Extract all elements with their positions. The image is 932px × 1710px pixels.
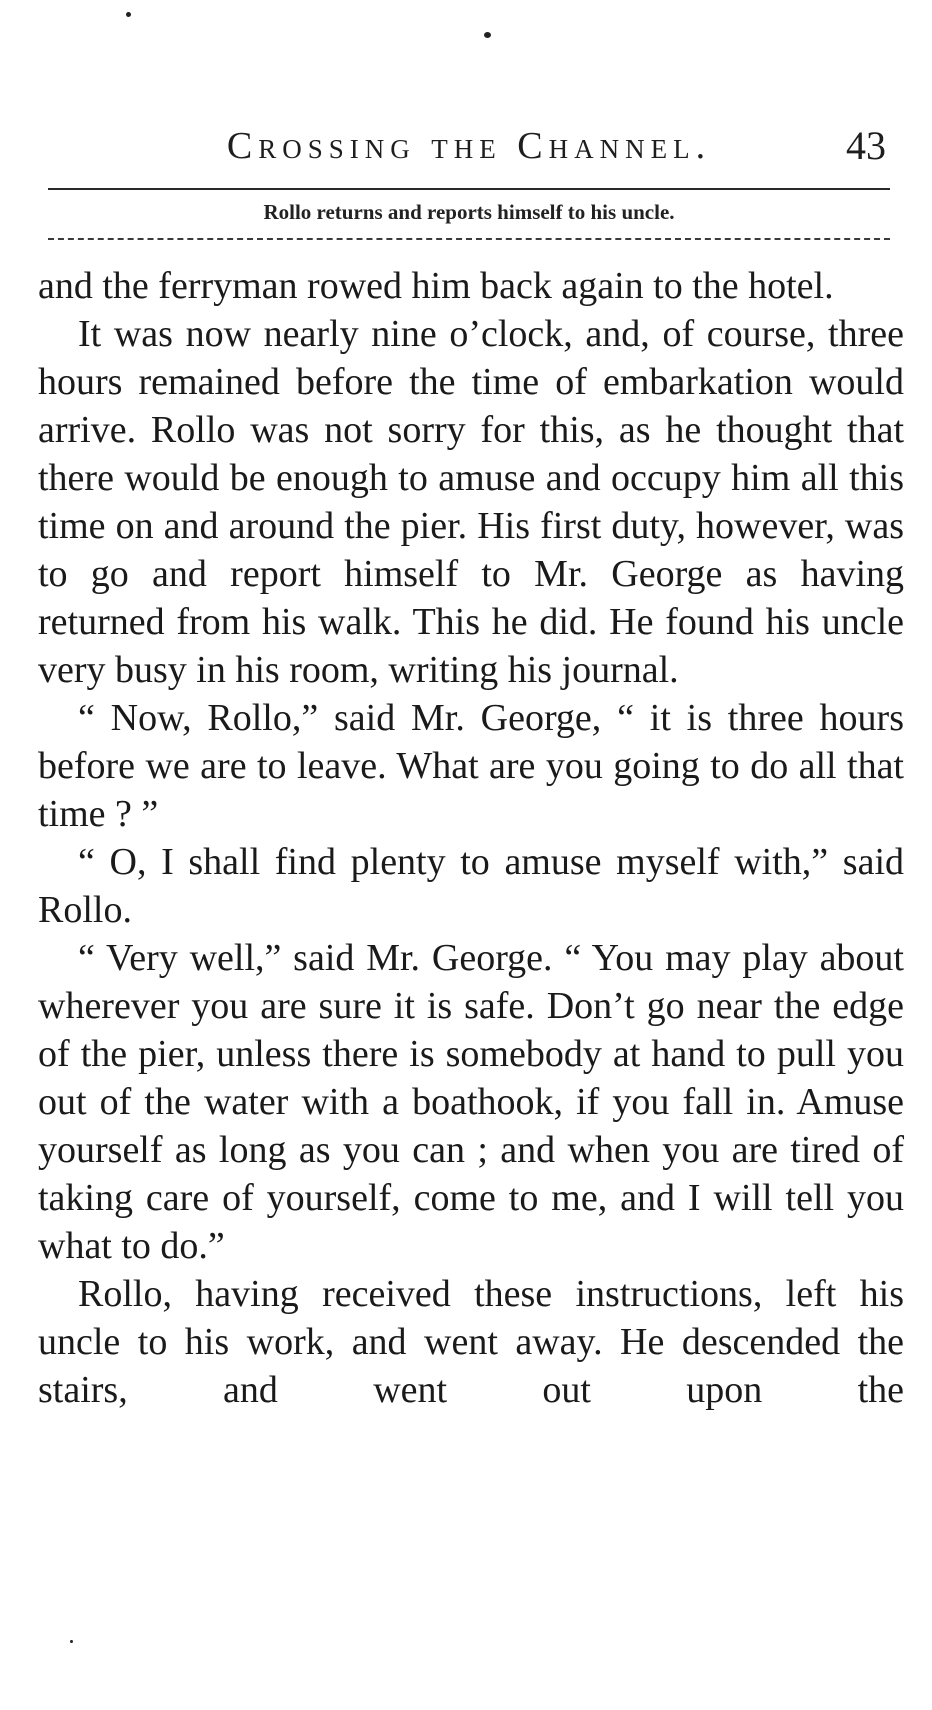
paragraph: and the ferryman rowed him back again to the hotel. (38, 265, 834, 307)
header-rule (48, 188, 890, 190)
ink-speck (126, 12, 131, 17)
running-title: Crossing the Channel. (226, 125, 712, 167)
page-summary: Rollo returns and reports himself to his uncle. (263, 200, 675, 224)
page-header (48, 118, 890, 174)
paragraph: “ O, I shall find plenty to amuse myself with,” said Rollo. (38, 841, 904, 931)
paragraph: It was now nearly nine o’clock, and, of course, three hours remained before the time of embarkation would arrive. Rollo was not sorry for this, as he thought that there would be enough to amuse and occupy him all this time on and around the pier. His first duty, however, was to go and report himself to Mr. George as having returned from his walk. This he did. He found his uncle very busy in his room, writing his journal. (38, 313, 904, 691)
paragraph: “ Now, Rollo,” said Mr. George, “ it is three hours before we are to leave. What are you going to do all that time ? ” (38, 697, 904, 835)
page-number: 43 (846, 123, 886, 168)
ink-speck (70, 1640, 73, 1643)
ink-speck (484, 32, 491, 38)
paragraph: “ Very well,” said Mr. George. “ You may play about wherever you are sure it is safe. Don’t go near the edge of the pier, unless there is somebody at hand to pull you out of the water with a boathook, if you fall in. Amuse yourself as long as you can ; and when you are tired of taking care of yourself, come to me, and I will tell you what to do.” (38, 937, 904, 1267)
summary-rule (48, 238, 890, 240)
body-text (38, 262, 904, 1414)
paragraph: Rollo, having received these instructions, left his uncle to his work, and went away. He descended the stairs, and went out upon the (38, 1273, 904, 1411)
